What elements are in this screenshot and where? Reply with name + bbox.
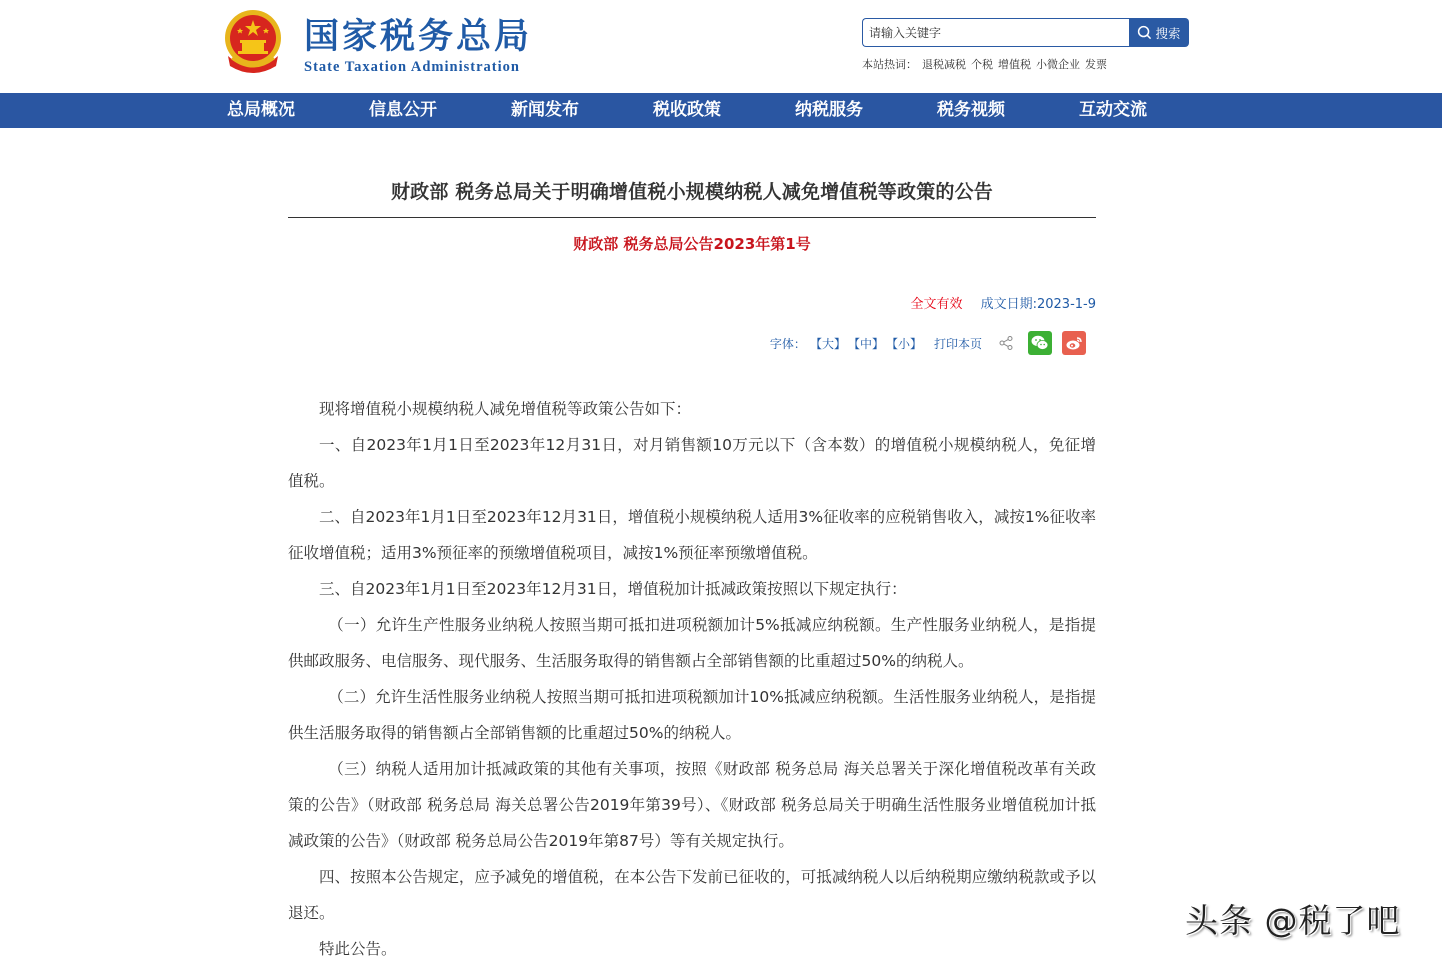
article-paragraph: （二）允许生活性服务业纳税人按照当期可抵扣进项税额加计10%抵减应纳税额。生活性服务业纳税人，是指提供生活服务取得的销售额占全部销售额的比重超过50%的纳税人。 (288, 688, 1096, 742)
article-paragraph: 特此公告。 (319, 940, 397, 958)
hot-word-link[interactable]: 小微企业 (1036, 58, 1080, 71)
article-paragraph: （一）允许生产性服务业纳税人按照当期可抵扣进项税额加计5%抵减应纳税额。生产性服务业纳税人，是指提供邮政服务、电信服务、现代服务、生活服务取得的销售额占全部销售额的比重超过50%的纳税人。 (288, 616, 1096, 670)
logo-chinese-name: 国家税务总局 (304, 16, 533, 57)
hot-word-link[interactable]: 发票 (1085, 58, 1107, 71)
nav-item-taxpayer-service[interactable]: 纳税服务 (795, 100, 863, 120)
nav-item-news[interactable]: 新闻发布 (511, 100, 579, 120)
article-paragraph: 一、自2023年1月1日至2023年12月31日，对月销售额10万元以下（含本数）的增值税小规模纳税人，免征增值税。 (288, 436, 1096, 490)
hot-word-link[interactable]: 个税 (971, 58, 993, 71)
weibo-share-button[interactable] (1062, 331, 1086, 355)
document-date: 成文日期:2023-1-9 (980, 297, 1096, 312)
search-input[interactable] (862, 18, 1129, 47)
article (288, 128, 1096, 964)
search-button[interactable] (1129, 18, 1189, 47)
article-paragraph: （三）纳税人适用加计抵减政策的其他有关事项，按照《财政部 税务总局 海关总署关于深化增值税改革有关政策的公告》（财政部 税务总局 海关总署公告2019年第39号）、《财政部 税务总局关于明确生活性服务业增值税加计抵减政策的公告》（财政部 税务总局公告2019年第87号）等有关规定执行。 (288, 760, 1096, 850)
font-size-label: 字体： (769, 336, 806, 351)
main-nav (0, 93, 1442, 128)
nav-item-tax-video[interactable]: 税务视频 (937, 100, 1005, 120)
nav-item-tax-policy[interactable]: 税收政策 (653, 100, 721, 120)
validity-status: 全文有效 (910, 297, 963, 312)
wechat-icon (1031, 335, 1049, 351)
article-paragraph: 二、自2023年1月1日至2023年12月31日，增值税小规模纳税人适用3%征收率的应税销售收入，减按1%征收率征收增值税；适用3%预征率的预缴增值税项目，减按1%预征率预缴增值税。 (288, 508, 1096, 562)
search-icon (1137, 25, 1152, 40)
font-size-medium-button[interactable]: 【中】 (847, 336, 884, 351)
hot-words-label: 本站热词： (862, 58, 917, 71)
nav-item-overview[interactable]: 总局概况 (227, 100, 295, 120)
nav-item-info-disclosure[interactable]: 信息公开 (369, 100, 437, 120)
wechat-share-button[interactable] (1028, 331, 1052, 355)
document-number: 财政部 税务总局公告2023年第1号 (573, 235, 811, 253)
article-paragraph: 现将增值税小规模纳税人减免增值税等政策公告如下： (319, 400, 692, 418)
search-bar (862, 18, 1189, 47)
logo-english-name: State Taxation Administration (304, 58, 520, 75)
site-header (0, 0, 1442, 93)
national-emblem-icon (220, 8, 286, 78)
article-paragraph: 三、自2023年1月1日至2023年12月31日，增值税加计抵减政策按照以下规定执行： (319, 580, 907, 598)
hot-words (862, 56, 1107, 72)
nav-item-interaction[interactable]: 互动交流 (1079, 100, 1147, 120)
weibo-icon (1065, 335, 1083, 351)
article-tools (288, 331, 1096, 355)
article-title: 财政部 税务总局关于明确增值税小规模纳税人减免增值税等政策的公告 (390, 181, 994, 203)
source-watermark: 头条 @税了吧 (1185, 901, 1401, 940)
print-page-button[interactable]: 打印本页 (933, 336, 982, 351)
hot-word-link[interactable]: 退税减税 (922, 58, 966, 71)
article-meta (288, 296, 1096, 314)
title-divider (288, 217, 1096, 218)
font-size-small-button[interactable]: 【小】 (885, 336, 922, 351)
article-body (288, 391, 1096, 964)
hot-word-link[interactable]: 增值税 (998, 58, 1031, 71)
article-paragraph: 四、按照本公告规定，应予减免的增值税，在本公告下发前已征收的，可抵减纳税人以后纳税期应缴纳税款或予以退还。 (288, 868, 1096, 922)
share-icon[interactable] (998, 335, 1014, 351)
search-button-label: 搜索 (1155, 25, 1181, 41)
site-logo[interactable] (220, 8, 532, 78)
font-size-large-button[interactable]: 【大】 (809, 336, 846, 351)
